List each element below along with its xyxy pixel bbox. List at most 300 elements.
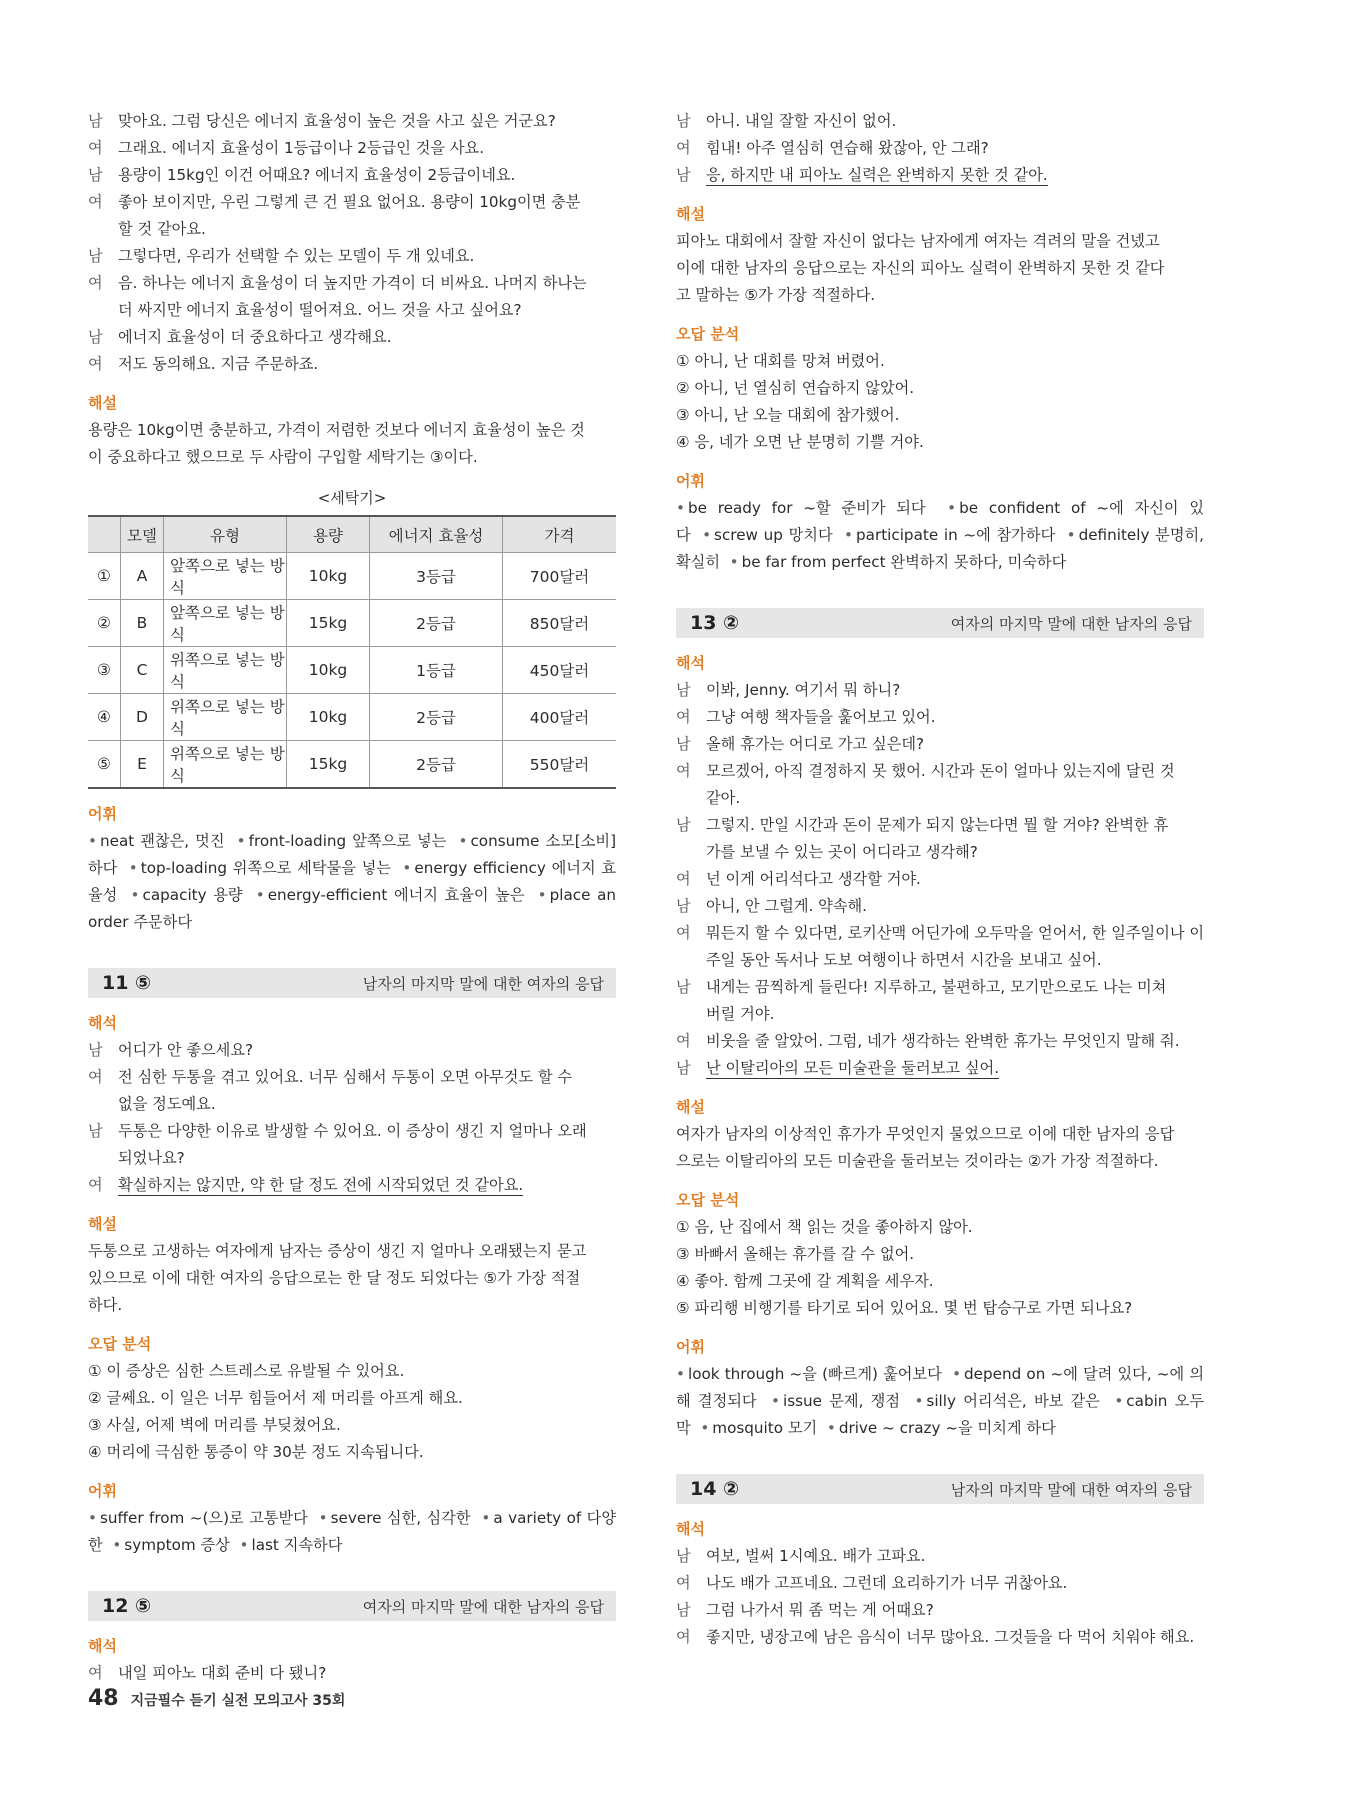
vocab-item: severe 심한, 심각한 xyxy=(330,1509,471,1527)
dialog-text xyxy=(706,812,1204,839)
table-header-cell: 가격 xyxy=(503,516,617,553)
vocab-item: screw up 망치다 xyxy=(714,526,833,544)
vocab-list xyxy=(88,828,616,936)
dialog-sentence: 좋지만, 냉장고에 남은 음식이 너무 많아요. 그것들을 다 먹어 치워야 해요. xyxy=(706,1628,1195,1646)
table-cell: B xyxy=(121,600,164,647)
dialog-line xyxy=(88,1037,616,1064)
bullet-icon: • xyxy=(1066,526,1076,544)
vocab-item: mosquito 모기 xyxy=(712,1419,818,1437)
wrong-answer-item: ④ 머리에 극심한 통증이 약 30분 정도 지속됩니다. xyxy=(88,1443,424,1461)
dialog-sentence: 음. 하나는 에너지 효율성이 더 높지만 가격이 더 비싸요. 나머지 하나는 xyxy=(118,274,587,292)
text-line: 여자가 남자의 이상적인 휴가가 무엇인지 물었으므로 이에 대한 남자의 응답 xyxy=(676,1125,1175,1143)
dialog-line xyxy=(676,1028,1204,1055)
table-cell: 위쪽으로 넣는 방식 xyxy=(164,741,287,789)
speaker-label xyxy=(88,1145,118,1172)
table-header-cell: 에너지 효율성 xyxy=(370,516,503,553)
dialog-sentence: 아니. 내일 잘할 자신이 없어. xyxy=(706,112,897,130)
table-header-cell: 모델 xyxy=(121,516,164,553)
dialog-line xyxy=(676,866,1204,893)
dialog-sentence: 없을 정도예요. xyxy=(118,1095,216,1113)
wrong-answer-item: ④ 좋아. 함께 그곳에 갈 계획을 세우자. xyxy=(676,1272,934,1290)
speaker-label xyxy=(676,1001,706,1028)
vocab-item: definitely 분명히, 확실히 xyxy=(676,526,1205,571)
dialog-sentence: 맞아요. 그럼 당신은 에너지 효율성이 높은 것을 사고 싶은 거군요? xyxy=(118,112,556,130)
vocab-item: look through ~을 (빠르게) 훑어보다 xyxy=(687,1365,942,1383)
bullet-icon: • xyxy=(676,1365,685,1383)
dialog-text xyxy=(118,108,616,135)
vocab-item: top-loading 위쪽으로 세탁물을 넣는 xyxy=(140,859,391,877)
bullet-icon: • xyxy=(537,886,547,904)
dialog-line xyxy=(676,1624,1204,1651)
vocab-item: energy-efficient 에너지 효율이 높은 xyxy=(267,886,525,904)
dialog-line xyxy=(676,893,1204,920)
speaker-label: 남 xyxy=(676,1059,691,1077)
bullet-icon: • xyxy=(914,1392,924,1410)
dialog-sentence: 에너지 효율성이 더 중요하다고 생각해요. xyxy=(118,328,392,346)
dialog-line xyxy=(676,677,1204,704)
dialog-text xyxy=(706,108,1204,135)
dialog-text xyxy=(118,351,616,378)
section-heading: 해설 xyxy=(676,1098,705,1116)
table-cell: 850달러 xyxy=(503,600,617,647)
speaker-label: 남 xyxy=(88,112,103,130)
dialog-line xyxy=(676,785,1204,812)
table-row xyxy=(88,553,616,600)
speaker-label xyxy=(676,947,706,974)
speaker-label: 남 xyxy=(676,897,691,915)
dialog-sentence: 두통은 다양한 이유로 발생할 수 있어요. 이 증상이 생긴 지 얼마나 오래 xyxy=(118,1122,587,1140)
dialog-line xyxy=(88,1091,616,1118)
dialog-text xyxy=(118,324,616,351)
dialog-text xyxy=(706,1028,1204,1055)
bullet-icon: • xyxy=(1114,1392,1124,1410)
dialog-text xyxy=(118,1660,616,1687)
table-header-cell xyxy=(88,516,121,553)
table-cell: ② xyxy=(88,600,121,647)
dialog-sentence: 그렇지. 만일 시간과 돈이 문제가 되지 않는다면 뭘 할 거야? 완벽한 휴 xyxy=(706,816,1169,834)
bullet-icon: • xyxy=(128,859,138,877)
bullet-icon: • xyxy=(947,499,957,517)
washer-table xyxy=(88,515,616,789)
vocab-list xyxy=(676,495,1204,576)
dialog-sentence: 내일 피아노 대회 준비 다 됐니? xyxy=(118,1664,327,1682)
question-number: 14 ② xyxy=(690,1478,740,1500)
dialog-text xyxy=(706,1055,1204,1082)
dialog-text xyxy=(118,1064,616,1091)
section-heading: 오답 분석 xyxy=(88,1335,152,1353)
table-cell: 앞쪽으로 넣는 방식 xyxy=(164,553,287,600)
dialog-line xyxy=(676,162,1204,189)
table-cell: 앞쪽으로 넣는 방식 xyxy=(164,600,287,647)
dialog-text xyxy=(706,920,1204,947)
table-cell: 10kg xyxy=(287,694,370,741)
dialog-sentence: 비웃을 줄 알았어. 그럼, 네가 생각하는 완벽한 휴가는 무엇인지 말해 줘. xyxy=(706,1032,1180,1050)
dialog-line xyxy=(88,1064,616,1091)
table-cell: 2등급 xyxy=(370,741,503,789)
dialog-sentence: 모르겠어, 아직 결정하지 못 했어. 시간과 돈이 얼마나 있는지에 달린 것 xyxy=(706,762,1175,780)
section-heading: 어휘 xyxy=(676,1338,705,1356)
vocab-list xyxy=(676,1361,1204,1442)
dialog-sentence: 내게는 끔찍하게 들린다! 지루하고, 불편하고, 모기만으로도 나는 미쳐 xyxy=(706,978,1167,996)
table-cell: 15kg xyxy=(287,741,370,789)
bullet-icon: • xyxy=(458,832,468,850)
dialog-line xyxy=(676,1543,1204,1570)
vocab-item: be ready for ~할 준비가 되다 xyxy=(687,499,926,517)
bullet-icon: • xyxy=(844,526,853,544)
table-cell: 450달러 xyxy=(503,647,617,694)
dialog-text xyxy=(706,1570,1204,1597)
dialog-line xyxy=(88,1145,616,1172)
wrong-answer-item: ② 글쎄요. 이 일은 너무 힘들어서 제 머리를 아프게 해요. xyxy=(88,1389,463,1407)
speaker-label: 여 xyxy=(88,193,103,211)
section-heading: 해설 xyxy=(676,205,705,223)
dialog-line xyxy=(88,135,616,162)
dialog-line xyxy=(676,758,1204,785)
vocab-item: participate in ~에 참가하다 xyxy=(856,526,1056,544)
dialog-line xyxy=(88,108,616,135)
dialog-line xyxy=(88,162,616,189)
speaker-label: 남 xyxy=(676,1601,691,1619)
section-heading: 해석 xyxy=(676,654,705,672)
text-line: 두통으로 고생하는 여자에게 남자는 증상이 생긴 지 얼마나 오래됐는지 묻고 xyxy=(88,1242,587,1260)
table-cell: 2등급 xyxy=(370,694,503,741)
text-line: 피아노 대회에서 잘할 자신이 없다는 남자에게 여자는 격려의 말을 건넸고 xyxy=(676,232,1160,250)
dialog-sentence: 뭐든지 할 수 있다면, 로키산맥 어딘가에 오두막을 얻어서, 한 일주일이나 이 xyxy=(706,924,1205,942)
table-cell: 700달러 xyxy=(503,553,617,600)
page-footer xyxy=(88,1686,345,1711)
table-header-cell: 유형 xyxy=(164,516,287,553)
table-header-row xyxy=(88,516,616,553)
table-cell: 550달러 xyxy=(503,741,617,789)
dialog-sentence: 되었나요? xyxy=(118,1149,185,1167)
dialog-text xyxy=(706,704,1204,731)
dialog-text xyxy=(706,677,1204,704)
dialog-line xyxy=(676,1570,1204,1597)
footer-title: 지금필수 듣기 실전 모의고사 35회 xyxy=(130,1693,346,1709)
speaker-label: 남 xyxy=(676,735,691,753)
question-number: 13 ② xyxy=(690,612,740,634)
dialog-sentence: 힘내! 아주 열심히 연습해 왔잖아, 안 그래? xyxy=(706,139,989,157)
wrong-answer-item: ② 아니, 넌 열심히 연습하지 않았어. xyxy=(676,379,915,397)
explanation-paragraph xyxy=(676,1121,1204,1175)
dialog-sentence: 이봐, Jenny. 여기서 뭐 하니? xyxy=(706,681,901,699)
dialog-text xyxy=(118,1091,616,1118)
dialog-sentence: 그냥 여행 책자들을 훑어보고 있어. xyxy=(706,708,936,726)
text-line: 고 말하는 ⑤가 가장 적절하다. xyxy=(676,286,876,304)
table-cell: 2등급 xyxy=(370,600,503,647)
section-heading: 해설 xyxy=(88,394,117,412)
dialog-text xyxy=(118,189,616,216)
text-line: 하다. xyxy=(88,1296,123,1314)
question-header-bar xyxy=(88,968,616,998)
bullet-icon: • xyxy=(481,1509,491,1527)
question-category: 남자의 마지막 말에 대한 여자의 응답 xyxy=(950,1480,1192,1499)
speaker-label: 남 xyxy=(676,1547,691,1565)
speaker-label: 남 xyxy=(676,112,691,130)
dialog-line xyxy=(88,1118,616,1145)
vocab-item: drive ~ crazy ~을 미치게 하다 xyxy=(838,1419,1056,1437)
table-row xyxy=(88,741,616,789)
dialog-sentence: 어디가 안 좋으세요? xyxy=(118,1041,254,1059)
dialog-sentence: 같아. xyxy=(706,789,741,807)
dialog-sentence: 주일 동안 독서나 도보 여행이나 하면서 시간을 보내고 싶어. xyxy=(706,951,1102,969)
wrong-answer-item: ④ 응, 네가 오면 난 분명히 기쁠 거야. xyxy=(676,433,924,451)
answer-underline: 확실하지는 않지만, 약 한 달 정도 전에 시작되었던 것 같아요. xyxy=(118,1176,524,1194)
dialog-text xyxy=(706,893,1204,920)
vocab-item: place an order 주문하다 xyxy=(88,886,617,931)
explanation-paragraph xyxy=(88,417,616,471)
speaker-label: 여 xyxy=(88,1664,103,1682)
bullet-icon: • xyxy=(88,832,97,850)
bullet-icon: • xyxy=(88,1509,97,1527)
dialog-sentence: 용량이 15kg인 이건 어때요? 에너지 효율성이 2등급이네요. xyxy=(118,166,516,184)
dialog-line xyxy=(676,920,1204,947)
speaker-label: 남 xyxy=(676,978,691,996)
wrong-answer-item: ③ 바빠서 올해는 휴가를 갈 수 없어. xyxy=(676,1245,915,1263)
speaker-label: 여 xyxy=(88,1176,103,1194)
dialog-line xyxy=(88,216,616,243)
dialog-sentence: 좋아 보이지만, 우린 그렇게 큰 건 필요 없어요. 용량이 10kg이면 충분 xyxy=(118,193,581,211)
speaker-label xyxy=(88,216,118,243)
dialog-text xyxy=(118,162,616,189)
table-row xyxy=(88,647,616,694)
speaker-label xyxy=(88,1091,118,1118)
explanation-paragraph xyxy=(88,1238,616,1319)
speaker-label xyxy=(676,839,706,866)
section-heading: 해설 xyxy=(88,1215,117,1233)
section-heading: 해석 xyxy=(88,1014,117,1032)
dialog-sentence: 버릴 거야. xyxy=(706,1005,775,1023)
dialog-text xyxy=(706,1597,1204,1624)
speaker-label: 여 xyxy=(676,762,691,780)
table-cell: ④ xyxy=(88,694,121,741)
table-cell: ⑤ xyxy=(88,741,121,789)
table-caption: <세탁기> xyxy=(317,489,387,507)
question-header-bar xyxy=(676,1474,1204,1504)
answer-underline: 난 이탈리아의 모든 미술관을 둘러보고 싶어. xyxy=(706,1059,1000,1077)
dialog-sentence: 그래요. 에너지 효율성이 1등급이나 2등급인 것을 사요. xyxy=(118,139,485,157)
bullet-icon: • xyxy=(702,526,712,544)
dialog-line xyxy=(676,731,1204,758)
wrong-answer-item: ① 이 증상은 심한 스트레스로 유발될 수 있어요. xyxy=(88,1362,405,1380)
speaker-label: 여 xyxy=(676,1032,691,1050)
dialog-sentence: 더 싸지만 에너지 효율성이 떨어져요. 어느 것을 사고 싶어요? xyxy=(118,301,522,319)
dialog-text xyxy=(118,1118,616,1145)
dialog-sentence: 그럼 나가서 뭐 좀 먹는 게 어때요? xyxy=(706,1601,934,1619)
dialog-line xyxy=(676,812,1204,839)
table-cell: ③ xyxy=(88,647,121,694)
dialog-line xyxy=(676,135,1204,162)
section-heading: 어휘 xyxy=(88,805,117,823)
speaker-label: 여 xyxy=(676,139,691,157)
text-line: 으로는 이탈리아의 모든 미술관을 둘러보는 것이라는 ②가 가장 적절하다. xyxy=(676,1152,1159,1170)
table-cell: 1등급 xyxy=(370,647,503,694)
table-header-cell: 용량 xyxy=(287,516,370,553)
vocab-item: cabin 오두막 xyxy=(676,1392,1204,1437)
left-column xyxy=(88,108,616,1687)
page-number: 48 xyxy=(88,1686,119,1711)
dialog-line xyxy=(88,324,616,351)
speaker-label: 여 xyxy=(88,274,103,292)
question-category: 남자의 마지막 말에 대한 여자의 응답 xyxy=(362,974,604,993)
dialog-text xyxy=(706,135,1204,162)
bullet-icon: • xyxy=(826,1419,836,1437)
dialog-sentence: 올해 휴가는 어디로 가고 싶은데? xyxy=(706,735,925,753)
table-cell: 3등급 xyxy=(370,553,503,600)
dialog-sentence: 그렇다면, 우리가 선택할 수 있는 모델이 두 개 있네요. xyxy=(118,247,475,265)
text-line: 용량은 10kg이면 충분하고, 가격이 저렴한 것보다 에너지 효율성이 높은 것 xyxy=(88,421,585,439)
question-header-bar xyxy=(676,608,1204,638)
speaker-label: 남 xyxy=(676,681,691,699)
speaker-label: 남 xyxy=(88,247,103,265)
bullet-icon: • xyxy=(729,553,739,571)
speaker-label: 남 xyxy=(676,816,691,834)
vocab-item: suffer from ~(으)로 고통받다 xyxy=(99,1509,308,1527)
dialog-text xyxy=(706,758,1204,785)
wrong-answer-item: ③ 아니, 난 오늘 대회에 참가했어. xyxy=(676,406,900,424)
speaker-label: 여 xyxy=(676,1574,691,1592)
table-row xyxy=(88,600,616,647)
vocab-item: issue 문제, 쟁점 xyxy=(783,1392,900,1410)
section-heading: 해석 xyxy=(88,1637,117,1655)
wrong-answer-item: ① 아니, 난 대회를 망쳐 버렸어. xyxy=(676,352,885,370)
dialog-text xyxy=(706,1624,1204,1651)
dialog-text xyxy=(118,243,616,270)
dialog-sentence: 저도 동의해요. 지금 주문하죠. xyxy=(118,355,319,373)
question-number: 12 ⑤ xyxy=(102,1595,152,1617)
wrong-answer-item: ③ 사실, 어제 벽에 머리를 부딪쳤어요. xyxy=(88,1416,341,1434)
dialog-sentence: 전 심한 두통을 겪고 있어요. 너무 심해서 두통이 오면 아무것도 할 수 xyxy=(118,1068,573,1086)
dialog-sentence: 나도 배가 고프네요. 그런데 요리하기가 너무 귀찮아요. xyxy=(706,1574,1068,1592)
dialog-text xyxy=(118,1037,616,1064)
dialog-text xyxy=(118,297,616,324)
table-cell: 위쪽으로 넣는 방식 xyxy=(164,694,287,741)
dialog-line xyxy=(88,270,616,297)
speaker-label: 여 xyxy=(676,1628,691,1646)
explanation-paragraph xyxy=(676,228,1204,309)
dialog-line xyxy=(88,189,616,216)
dialog-sentence: 여보, 벌써 1시예요. 배가 고파요. xyxy=(706,1547,926,1565)
vocab-item: depend on ~에 달려 있다, ~에 의해 결정되다 xyxy=(676,1365,1205,1410)
dialog-line xyxy=(88,243,616,270)
dialog-line xyxy=(676,1597,1204,1624)
dialog-text xyxy=(118,270,616,297)
dialog-text xyxy=(706,731,1204,758)
dialog-line xyxy=(676,704,1204,731)
vocab-item: neat 괜찮은, 멋진 xyxy=(99,832,225,850)
dialog-line xyxy=(676,974,1204,1001)
dialog-text xyxy=(706,839,1204,866)
table-cell: ① xyxy=(88,553,121,600)
vocab-item: be far from perfect 완벽하지 못하다, 미숙하다 xyxy=(741,553,1067,571)
question-category: 여자의 마지막 말에 대한 남자의 응답 xyxy=(950,614,1192,633)
table-row xyxy=(88,694,616,741)
dialog-line xyxy=(88,297,616,324)
vocab-item: silly 어리석은, 바보 같은 xyxy=(926,1392,1100,1410)
section-heading: 해석 xyxy=(676,1520,705,1538)
speaker-label: 여 xyxy=(88,139,103,157)
bullet-icon: • xyxy=(112,1536,122,1554)
question-category: 여자의 마지막 말에 대한 남자의 응답 xyxy=(362,1597,604,1616)
dialog-sentence: 넌 이게 어리석다고 생각할 거야. xyxy=(706,870,921,888)
dialog-text xyxy=(118,135,616,162)
wrong-answer-item: ⑤ 파리행 비행기를 타기로 되어 있어요. 몇 번 탑승구로 가면 되나요? xyxy=(676,1299,1133,1317)
bullet-icon: • xyxy=(318,1509,328,1527)
text-line: 이 중요하다고 했으므로 두 사람이 구입할 세탁기는 ③이다. xyxy=(88,448,478,466)
speaker-label: 여 xyxy=(676,924,691,942)
speaker-label: 여 xyxy=(88,1068,103,1086)
table-cell: 400달러 xyxy=(503,694,617,741)
table-cell: 10kg xyxy=(287,647,370,694)
bullet-icon: • xyxy=(771,1392,781,1410)
dialog-text xyxy=(706,974,1204,1001)
dialog-text xyxy=(118,216,616,243)
speaker-label xyxy=(676,785,706,812)
section-heading: 어휘 xyxy=(88,1482,117,1500)
text-line: 이에 대한 남자의 응답으로는 자신의 피아노 실력이 완벽하지 못한 것 같다 xyxy=(676,259,1165,277)
dialog-text xyxy=(706,1001,1204,1028)
bullet-icon: • xyxy=(402,859,412,877)
dialog-text xyxy=(706,1543,1204,1570)
bullet-icon: • xyxy=(952,1365,962,1383)
dialog-sentence: 할 것 같아요. xyxy=(118,220,206,238)
speaker-label: 남 xyxy=(88,166,103,184)
vocab-item: a variety of 다양한 xyxy=(88,1509,616,1554)
table-cell: E xyxy=(121,741,164,789)
table-cell: D xyxy=(121,694,164,741)
dialog-line xyxy=(88,1172,616,1199)
table-cell: C xyxy=(121,647,164,694)
dialog-line xyxy=(676,1001,1204,1028)
dialog-text xyxy=(706,947,1204,974)
table-cell: 10kg xyxy=(287,553,370,600)
dialog-line xyxy=(88,1660,616,1687)
bullet-icon: • xyxy=(236,832,246,850)
vocab-item: capacity 용량 xyxy=(142,886,243,904)
vocab-item: symptom 증상 xyxy=(124,1536,230,1554)
speaker-label xyxy=(88,297,118,324)
vocab-item: consume 소모[소비]하다 xyxy=(88,832,616,877)
question-header-bar xyxy=(88,1591,616,1621)
vocab-list xyxy=(88,1505,616,1559)
vocab-item: be confident of ~에 자신이 있다 xyxy=(676,499,1205,544)
dialog-line xyxy=(676,947,1204,974)
section-heading: 오답 분석 xyxy=(676,1191,740,1209)
answer-underline: 응, 하지만 내 피아노 실력은 완벽하지 못한 것 같아. xyxy=(706,166,1048,184)
vocab-item: front-loading 앞쪽으로 넣는 xyxy=(248,832,447,850)
speaker-label: 남 xyxy=(88,328,103,346)
dialog-text xyxy=(118,1145,616,1172)
speaker-label: 남 xyxy=(88,1122,103,1140)
speaker-label: 남 xyxy=(676,166,691,184)
speaker-label: 여 xyxy=(88,355,103,373)
section-heading: 어휘 xyxy=(676,472,705,490)
dialog-sentence: 아니, 안 그럴게. 약속해. xyxy=(706,897,868,915)
bullet-icon: • xyxy=(255,886,265,904)
vocab-item: energy efficiency 에너지 효율성 xyxy=(88,859,617,904)
question-number: 11 ⑤ xyxy=(102,972,152,994)
speaker-label: 여 xyxy=(676,708,691,726)
dialog-text xyxy=(706,785,1204,812)
dialog-line xyxy=(676,839,1204,866)
table-cell: 위쪽으로 넣는 방식 xyxy=(164,647,287,694)
table-cell: A xyxy=(121,553,164,600)
text-line: 있으므로 이에 대한 여자의 응답으로는 한 달 정도 되었다는 ⑤가 가장 적절 xyxy=(88,1269,581,1287)
table-cell: 15kg xyxy=(287,600,370,647)
vocab-item: last 지속하다 xyxy=(251,1536,343,1554)
dialog-line xyxy=(676,1055,1204,1082)
dialog-text xyxy=(706,866,1204,893)
